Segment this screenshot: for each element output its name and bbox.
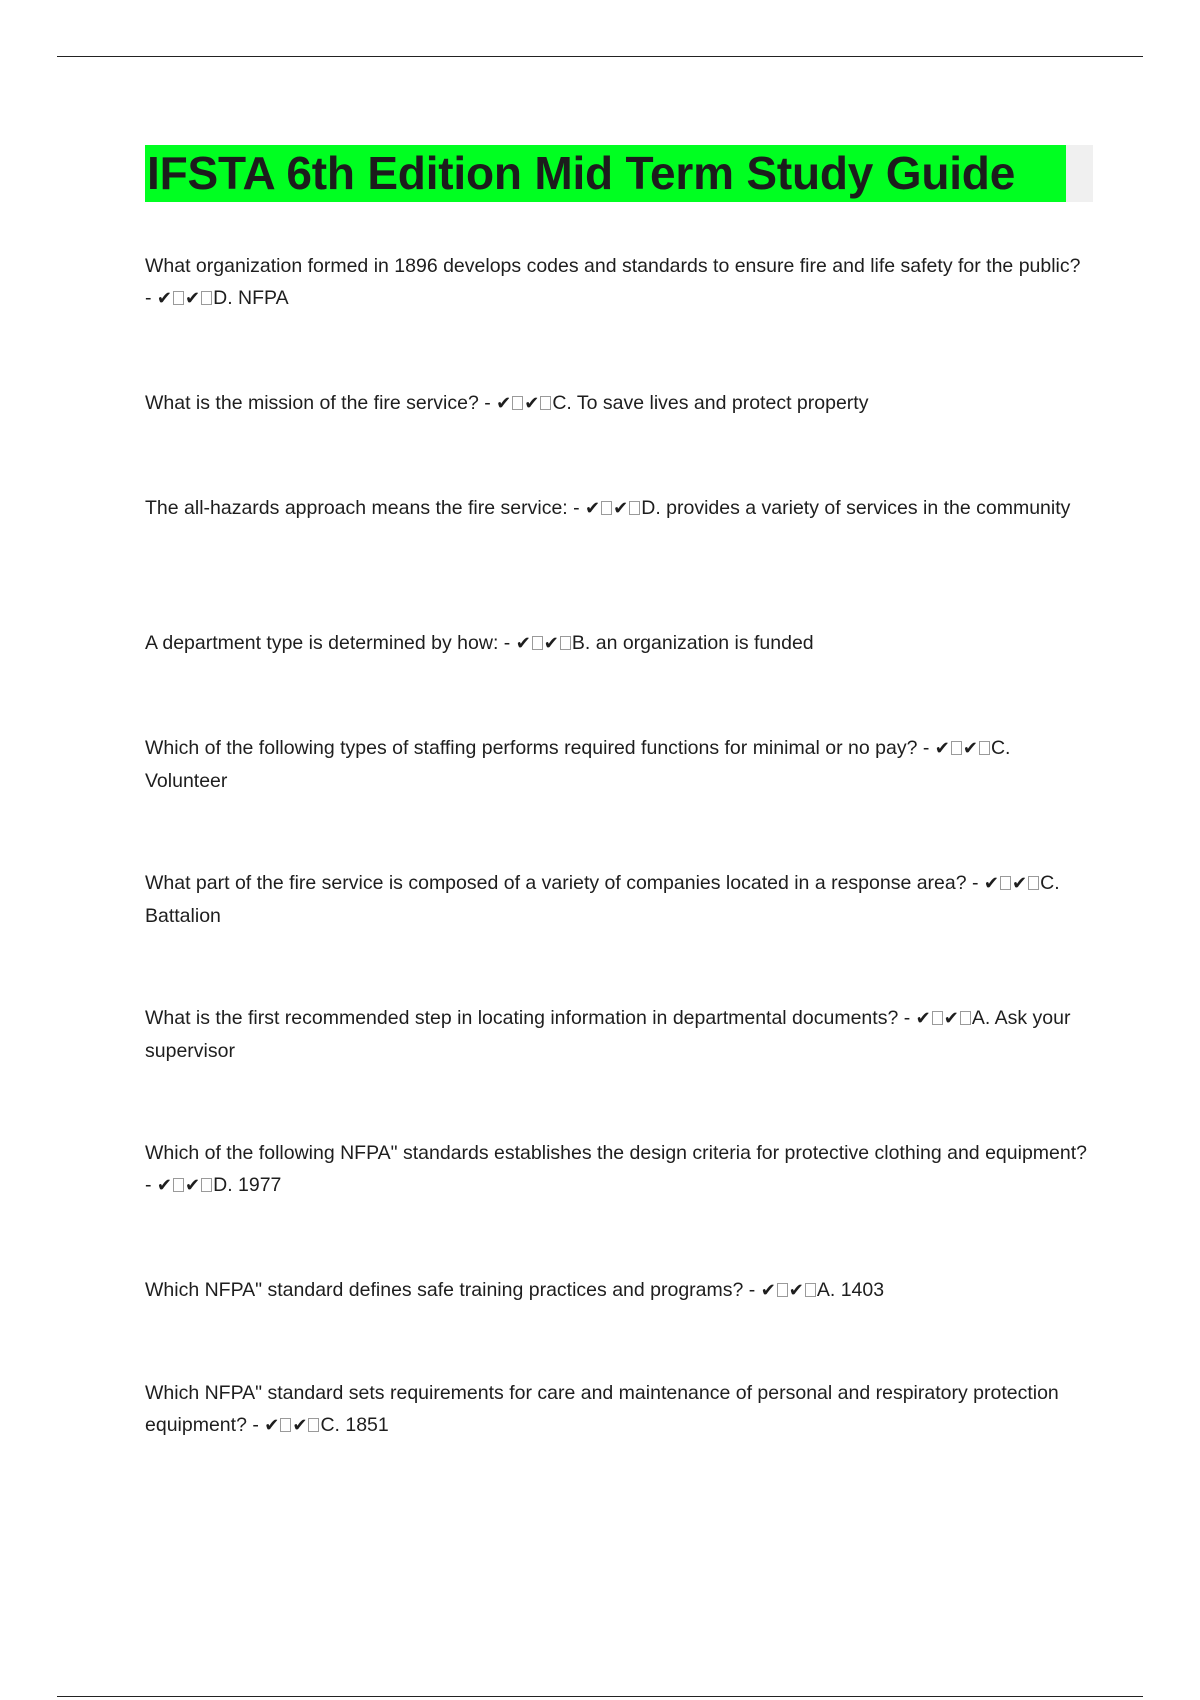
check-icon: ✔: [934, 738, 950, 759]
check-icon: ✔: [613, 498, 629, 519]
qa-item-2: [145, 387, 1090, 420]
answer-text: B. an organization is funded: [571, 632, 814, 654]
qa-item-8: [145, 1137, 1090, 1202]
question-text: What organization formed in 1896 develops codes and standards to ensure fire and life safety for the public? -: [145, 255, 1081, 309]
qa-item-3: [145, 492, 1090, 525]
question-text: Which of the following NFPA" standards establishes the design criteria for protective clothing and equipment? -: [145, 1142, 1087, 1196]
missing-glyph-box: [512, 396, 523, 410]
missing-glyph-box: [979, 741, 990, 755]
check-icon: ✔: [185, 288, 201, 309]
check-icon: ✔: [156, 1175, 173, 1196]
question-text: The all-hazards approach means the fire service: -: [145, 497, 586, 519]
question-text: What part of the fire service is composed of a variety of companies located in a response area? -: [145, 872, 984, 894]
missing-glyph-box: [560, 636, 571, 650]
missing-glyph-box: [951, 741, 962, 755]
check-icon: ✔: [760, 1280, 776, 1301]
question-text: What is the mission of the fire service? -: [145, 392, 497, 414]
answer-text: A. 1403: [816, 1279, 885, 1301]
qa-item-9: [145, 1274, 1090, 1307]
answer-text: D. NFPA: [213, 287, 289, 309]
title-block: [145, 145, 1093, 202]
missing-glyph-box: [532, 636, 543, 650]
missing-glyph-box: [173, 1178, 184, 1192]
question-text: Which of the following types of staffing performs required functions for minimal or no pay? -: [145, 737, 935, 759]
missing-glyph-box: [777, 1283, 788, 1297]
header-rule: [57, 56, 1143, 57]
footer-rule: [57, 1696, 1143, 1697]
check-icon: ✔: [292, 1415, 308, 1436]
qa-item-4: [145, 627, 1090, 660]
missing-glyph-box: [960, 1011, 971, 1025]
check-icon: ✔: [943, 1008, 959, 1029]
missing-glyph-box: [201, 1178, 212, 1192]
missing-glyph-box: [201, 291, 212, 305]
check-icon: ✔: [1012, 873, 1028, 894]
question-text: Which NFPA" standard defines safe training practices and programs? -: [145, 1279, 761, 1301]
answer-text: C. 1851: [320, 1414, 389, 1436]
check-icon: ✔: [543, 633, 559, 654]
qa-item-5: [145, 732, 1090, 797]
page-title: IFSTA 6th Edition Mid Term Study Guide: [145, 145, 1066, 202]
missing-glyph-box: [540, 396, 551, 410]
check-icon: ✔: [185, 1175, 201, 1196]
check-icon: ✔: [496, 393, 512, 414]
check-icon: ✔: [264, 1415, 280, 1436]
question-text: Which NFPA" standard sets requirements for care and maintenance of personal and respiratory protection equipment? -: [145, 1382, 1059, 1436]
check-icon: ✔: [915, 1008, 931, 1029]
answer-text: C. To save lives and protect property: [552, 392, 869, 414]
missing-glyph-box: [629, 501, 640, 515]
question-text: A department type is determined by how: -: [145, 632, 516, 654]
answer-text: C. Volunteer: [145, 737, 1011, 792]
qa-item-1: [145, 250, 1090, 315]
missing-glyph-box: [280, 1418, 291, 1432]
qa-item-6: [145, 867, 1090, 932]
check-icon: ✔: [515, 633, 531, 654]
check-icon: ✔: [585, 498, 601, 519]
qa-item-10: [145, 1377, 1090, 1442]
missing-glyph-box: [308, 1418, 319, 1432]
answer-text: C. Battalion: [145, 872, 1060, 927]
check-icon: ✔: [524, 393, 540, 414]
missing-glyph-box: [932, 1011, 943, 1025]
answer-text: D. provides a variety of services in the community: [641, 497, 1071, 519]
missing-glyph-box: [1028, 876, 1039, 890]
check-icon: ✔: [788, 1280, 804, 1301]
check-icon: ✔: [983, 873, 1000, 894]
check-icon: ✔: [962, 738, 978, 759]
missing-glyph-box: [1000, 876, 1011, 890]
answer-text: D. 1977: [213, 1174, 282, 1196]
missing-glyph-box: [601, 501, 612, 515]
qa-item-7: [145, 1002, 1090, 1067]
missing-glyph-box: [805, 1283, 816, 1297]
missing-glyph-box: [173, 291, 184, 305]
answer-text: A. Ask your supervisor: [145, 1007, 1071, 1062]
check-icon: ✔: [156, 288, 173, 309]
question-text: What is the first recommended step in locating information in departmental documents? -: [145, 1007, 916, 1029]
